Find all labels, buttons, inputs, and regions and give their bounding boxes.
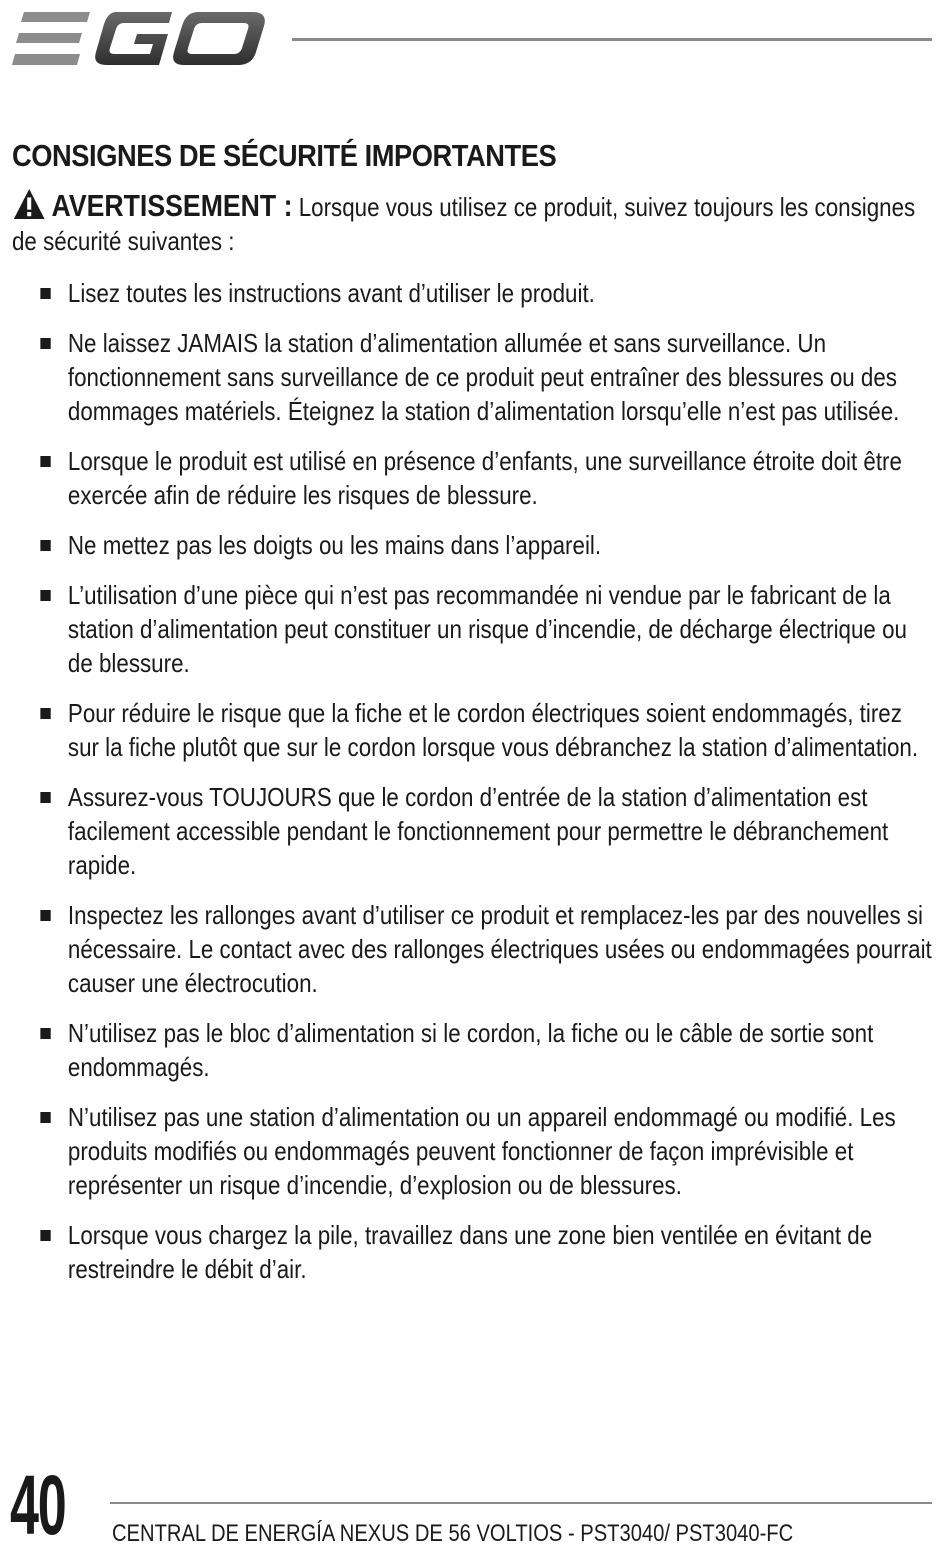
section-title: CONSIGNES DE SÉCURITÉ IMPORTANTES bbox=[12, 138, 557, 173]
list-item: Lisez toutes les instructions avant d’utiliser le produit. bbox=[12, 276, 932, 310]
bullet-square-icon bbox=[40, 338, 50, 349]
warning-label: AVERTISSEMENT : bbox=[51, 188, 293, 223]
warning-triangle-icon bbox=[12, 188, 46, 220]
bullet-square-icon bbox=[40, 910, 50, 921]
footer-product-line: CENTRAL DE ENERGÍA NEXUS DE 56 VOLTIOS - PST3040/ PST3040-FC bbox=[112, 1520, 794, 1547]
footer-divider bbox=[110, 1502, 932, 1504]
bullet-square-icon bbox=[40, 540, 50, 551]
warning-text: Lorsque vous utilisez ce produit, suivez toujours les consignes de sécurité suivantes : bbox=[12, 192, 916, 256]
list-item: Ne mettez pas les doigts ou les mains dans l’appareil. bbox=[12, 528, 932, 562]
list-item: Assurez-vous TOUJOURS que le cordon d’entrée de la station d’alimentation est facilement accessible pendant le fonctionnement pour permettre le débranchement rapide. bbox=[12, 780, 932, 882]
list-item: Ne laissez JAMAIS la station d’alimentation allumée et sans surveillance. Un fonctionnement sans surveillance de ce produit peut entraîner des blessures ou des dommages matériels. Éteignez la station d’alimentation lorsqu’elle n’est pas utilisée. bbox=[12, 326, 932, 428]
bullet-square-icon bbox=[40, 1028, 50, 1039]
list-item: N’utilisez pas le bloc d’alimentation si le cordon, la fiche ou le câble de sortie sont endommagés. bbox=[12, 1016, 932, 1084]
list-item: Lorsque vous chargez la pile, travaillez dans une zone bien ventilée en évitant de restreindre le débit d’air. bbox=[12, 1218, 932, 1286]
bullet-square-icon bbox=[40, 708, 50, 719]
bullet-square-icon bbox=[40, 456, 50, 467]
bullet-square-icon bbox=[40, 288, 50, 299]
list-item: Pour réduire le risque que la fiche et le cordon électriques soient endommagés, tirez sur la fiche plutôt que sur le cordon lorsque vous débranchez la station d’alimentation. bbox=[12, 696, 932, 764]
warning-paragraph bbox=[12, 188, 924, 258]
safety-list bbox=[12, 276, 932, 1286]
header-divider bbox=[292, 38, 932, 41]
safety-section bbox=[12, 138, 932, 1302]
list-item: Lorsque le produit est utilisé en présence d’enfants, une surveillance étroite doit être exercée afin de réduire les risques de blessure. bbox=[12, 444, 932, 512]
page-header bbox=[0, 0, 950, 80]
list-item: L’utilisation d’une pièce qui n’est pas recommandée ni vendue par le fabricant de la station d’alimentation peut constituer un risque d’incendie, de décharge électrique ou de blessure. bbox=[12, 578, 932, 680]
list-item: N’utilisez pas une station d’alimentation ou un appareil endommagé ou modifié. Les produits modifiés ou endommagés peuvent fonctionner de façon imprévisible et représenter un risque d’incendie, d’explosion ou de blessures. bbox=[12, 1100, 932, 1202]
bullet-square-icon bbox=[40, 1112, 50, 1123]
page-footer bbox=[0, 1460, 950, 1568]
bullet-square-icon bbox=[40, 792, 50, 803]
ego-logo bbox=[12, 10, 268, 68]
list-item: Inspectez les rallonges avant d’utiliser ce produit et remplacez-les par des nouvelles si nécessaire. Le contact avec des rallonges électriques usées ou endommagées pourrait causer une électrocution. bbox=[12, 898, 932, 1000]
bullet-square-icon bbox=[40, 1230, 50, 1241]
bullet-square-icon bbox=[40, 590, 50, 601]
page-number: 40 bbox=[10, 1458, 66, 1552]
svg-text:EGO: EGO bbox=[12, 10, 15, 11]
